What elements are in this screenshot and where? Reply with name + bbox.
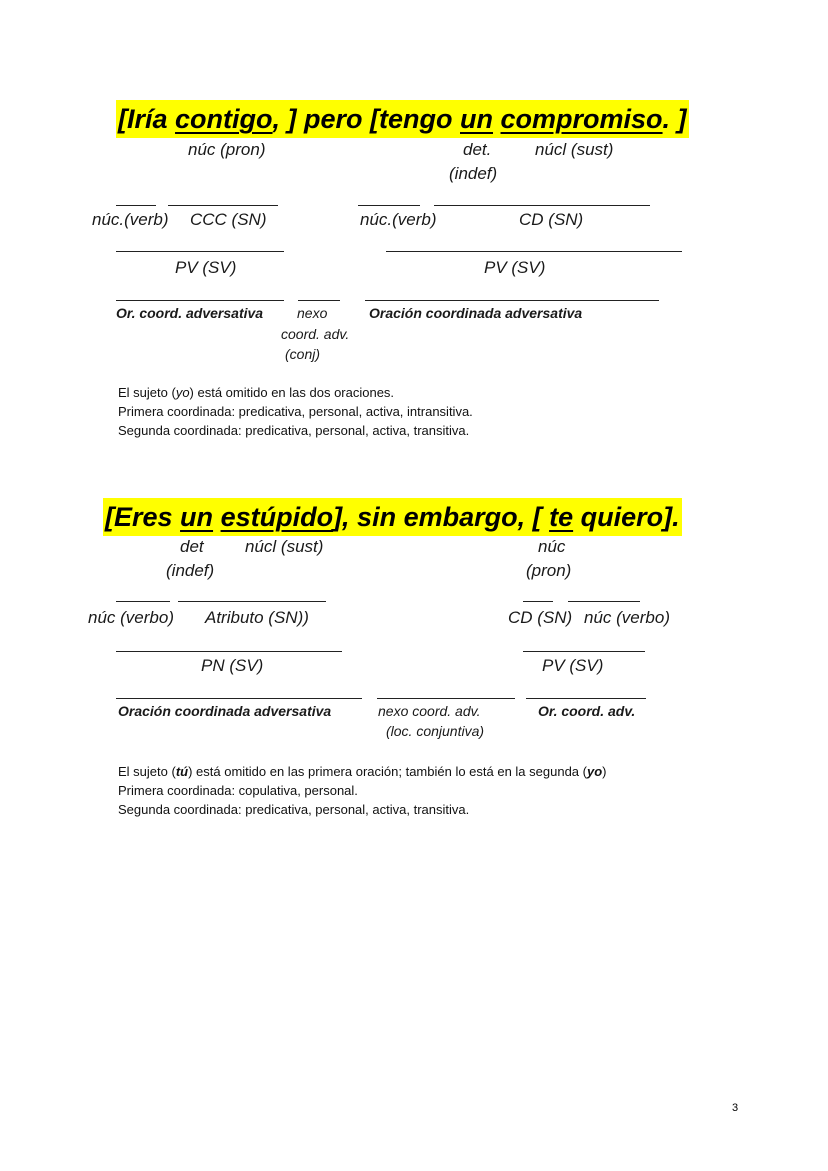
underline (434, 205, 650, 206)
label-nexo: nexo (297, 305, 328, 321)
underline (116, 601, 170, 602)
underline (116, 698, 362, 699)
label-det: det. (463, 140, 492, 159)
title-underlined-word: un (460, 104, 493, 134)
label-or-coord: Or. coord. adv. (538, 703, 636, 719)
label-indef: (indef) (449, 164, 498, 183)
label-det: det (180, 537, 204, 556)
note-sentence-1 (118, 383, 473, 440)
note-line: Primera coordinada: predicativa, personal, activa, intransitiva. (118, 404, 473, 419)
title-text: , ] pero [tengo (272, 104, 460, 134)
title-text: . ] (662, 104, 687, 134)
label-nuc: núc (538, 537, 566, 556)
label-or-coord: Or. coord. adversativa (116, 305, 264, 321)
underline (526, 698, 646, 699)
underline (358, 205, 420, 206)
underline (298, 300, 340, 301)
label-nuc-verb-1: núc.(verb) (92, 210, 169, 229)
note-line: El sujeto (yo) está omitido en las dos oraciones. (118, 385, 395, 400)
label-pn: PN (SV) (201, 656, 264, 675)
label-loc-conj: (loc. conjuntiva) (386, 723, 485, 739)
underline (116, 651, 342, 652)
note-line: Segunda coordinada: predicativa, personal, activa, transitiva. (118, 802, 470, 817)
note-pronoun: tú (175, 764, 189, 779)
title-text: ], sin embargo, [ (333, 502, 550, 532)
title-underlined-word: un (180, 502, 214, 532)
underline (377, 698, 515, 699)
title-underlined-word: compromiso (500, 104, 663, 134)
label-cd: CD (SN) (508, 608, 573, 627)
title-text (493, 104, 501, 134)
sentence-2-title (103, 498, 682, 536)
label-ccc: CCC (SN) (190, 210, 267, 229)
note-line: El sujeto (tú) está omitido en las primera oración; también lo está en la segunda (yo) (118, 764, 607, 779)
title-underlined-word: contigo (175, 104, 273, 134)
underline (168, 205, 278, 206)
label-oracion-coord: Oración coordinada adversativa (369, 305, 583, 321)
label-nuc-pron: núc (pron) (188, 140, 266, 159)
label-nuc-verbo-1: núc (verbo) (88, 608, 174, 627)
title-text: [Eres (105, 502, 181, 532)
title-text: [Iría (118, 104, 176, 134)
underline (386, 251, 682, 252)
note-line: Segunda coordinada: predicativa, personal, activa, transitiva. (118, 423, 470, 438)
underline (568, 601, 640, 602)
label-pv: PV (SV) (542, 656, 604, 675)
label-nucl-sust: núcl (sust) (535, 140, 614, 159)
underline (116, 300, 284, 301)
title-underlined-word: estúpido (220, 502, 334, 532)
underline (116, 251, 284, 252)
underline (116, 205, 156, 206)
note-sentence-2 (118, 762, 607, 819)
underline (523, 651, 645, 652)
title-underlined-word: te (549, 502, 574, 532)
label-nuc-verb-2: núc.(verb) (360, 210, 437, 229)
note-pronoun: yo (175, 385, 190, 400)
label-indef: (indef) (166, 561, 215, 580)
underline (365, 300, 659, 301)
label-pron: (pron) (526, 561, 572, 580)
label-nucl-sust: núcl (sust) (245, 537, 324, 556)
page-number: 3 (732, 1102, 739, 1114)
label-atributo: Atributo (SN)) (205, 608, 309, 627)
label-nexo: nexo coord. adv. (378, 703, 481, 719)
label-coord-adv: coord. adv. (281, 326, 350, 342)
title-text: quiero]. (573, 502, 680, 532)
underline (178, 601, 326, 602)
note-line: Primera coordinada: copulativa, personal. (118, 783, 358, 798)
sentence-1-title (116, 100, 689, 138)
label-pv-2: PV (SV) (484, 258, 546, 277)
label-conj: (conj) (285, 346, 321, 362)
note-pronoun: yo (586, 764, 603, 779)
label-nuc-verbo-2: núc (verbo) (584, 608, 670, 627)
label-cd: CD (SN) (519, 210, 584, 229)
label-pv-1: PV (SV) (175, 258, 237, 277)
underline (523, 601, 553, 602)
label-oracion-coord: Oración coordinada adversativa (118, 703, 332, 719)
title-text (213, 502, 221, 532)
